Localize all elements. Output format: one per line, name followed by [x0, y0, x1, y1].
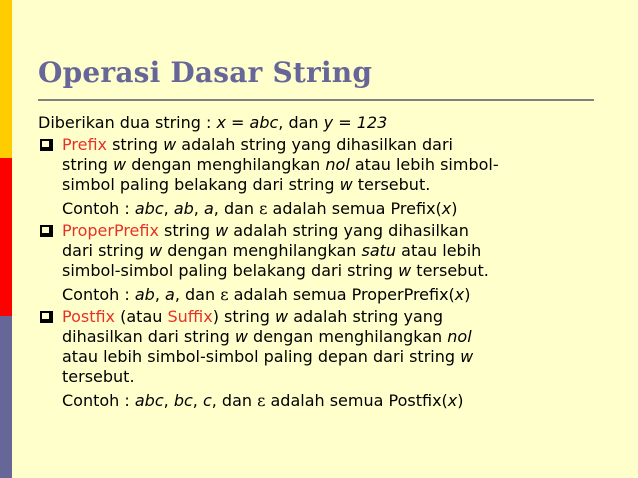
square-bullet-icon	[40, 225, 53, 237]
separator: ,	[192, 391, 203, 410]
var-w: w	[275, 307, 289, 326]
title-underline	[38, 99, 594, 101]
list-item-prefix	[38, 135, 604, 219]
separator: , dan	[174, 285, 221, 304]
properprefix-example	[62, 285, 604, 305]
var-w: w	[339, 175, 353, 194]
square-bullet-icon	[40, 311, 53, 323]
text: adalah semua Postfix(	[265, 391, 448, 410]
text: adalah semua Prefix(	[267, 199, 442, 218]
intro-text: Diberikan dua string :	[38, 113, 217, 132]
emphasis: satu	[361, 241, 397, 260]
var-x: x	[454, 285, 465, 304]
text: adalah semua ProperPrefix(	[228, 285, 455, 304]
text: atau lebih simbol-	[349, 155, 499, 174]
intro-line	[38, 113, 604, 133]
slide-title: Operasi Dasar String	[38, 56, 373, 89]
example-value: c	[202, 391, 212, 410]
text: string	[62, 155, 114, 174]
term-prefix: Prefix	[62, 135, 107, 154]
term-properprefix: ProperPrefix	[62, 221, 159, 240]
text: dengan menghilangkan	[162, 241, 362, 260]
prefix-example	[62, 199, 604, 219]
epsilon-symbol: ε	[259, 199, 268, 218]
example-label: Contoh :	[62, 199, 135, 218]
var-w: w	[215, 221, 229, 240]
text: tersebut.	[411, 261, 489, 280]
postfix-line-3	[62, 347, 604, 367]
prefix-line-1	[62, 135, 604, 155]
example-label: Contoh :	[62, 285, 135, 304]
properprefix-line-2	[62, 241, 604, 261]
example-value: bc	[173, 391, 193, 410]
text: atau lebih simbol-simbol paling depan dari string	[62, 347, 461, 366]
text: adalah string yang	[288, 307, 444, 326]
properprefix-line-1	[62, 221, 604, 241]
text: )	[451, 199, 458, 218]
epsilon-symbol: ε	[220, 285, 229, 304]
text: string	[106, 135, 164, 154]
var-w: w	[113, 155, 127, 174]
separator: ,	[163, 199, 174, 218]
separator: ,	[193, 199, 204, 218]
separator: , dan	[213, 199, 260, 218]
text: (atau	[115, 307, 168, 326]
text: adalah string yang dihasilkan dari	[176, 135, 453, 154]
example-value: ab	[173, 199, 194, 218]
example-value: abc	[134, 391, 164, 410]
text: dihasilkan dari string	[62, 327, 235, 346]
text: dengan menghilangkan	[126, 155, 326, 174]
decor-bar-red	[0, 158, 12, 316]
postfix-example	[62, 391, 604, 411]
intro-text-2: , dan	[278, 113, 324, 132]
var-x: x	[447, 391, 458, 410]
text: adalah string yang dihasilkan	[228, 221, 469, 240]
postfix-line-4	[62, 367, 604, 387]
var-x: x	[441, 199, 452, 218]
separator: , dan	[211, 391, 258, 410]
text: tersebut.	[352, 175, 431, 194]
example-value: abc	[134, 199, 164, 218]
emphasis: nol	[325, 155, 350, 174]
separator: ,	[154, 285, 166, 304]
var-w: w	[234, 327, 248, 346]
separator: ,	[163, 391, 174, 410]
example-value: ab	[134, 285, 155, 304]
example-value: a	[165, 285, 175, 304]
prefix-line-3	[62, 175, 604, 195]
list-item-postfix	[38, 307, 604, 411]
text: simbol-simbol paling belakang dari string	[62, 261, 399, 280]
postfix-line-2	[62, 327, 604, 347]
text: ) string	[212, 307, 276, 326]
decor-bar-purple	[0, 316, 12, 478]
var-w: w	[163, 135, 177, 154]
postfix-line-1	[62, 307, 604, 327]
text: dari string	[62, 241, 150, 260]
text: )	[464, 285, 471, 304]
text: )	[457, 391, 464, 410]
text: tersebut.	[62, 367, 135, 386]
text: string	[158, 221, 216, 240]
intro-y-def: y = 123	[323, 113, 388, 132]
example-label: Contoh :	[62, 391, 135, 410]
var-w: w	[460, 347, 474, 366]
var-w: w	[149, 241, 163, 260]
slide-content	[38, 113, 604, 413]
list-item-properprefix	[38, 221, 604, 305]
text: simbol paling belakang dari string	[62, 175, 340, 194]
square-bullet-icon	[40, 139, 53, 151]
text: dengan menghilangkan	[247, 327, 448, 346]
prefix-line-2	[62, 155, 604, 175]
epsilon-symbol: ε	[257, 391, 266, 410]
emphasis: nol	[447, 327, 472, 346]
example-value: a	[203, 199, 214, 218]
intro-x-def: x = abc	[216, 113, 279, 132]
decor-bar-yellow	[0, 0, 12, 158]
var-w: w	[398, 261, 412, 280]
text: atau lebih	[396, 241, 482, 260]
properprefix-line-3	[62, 261, 604, 281]
term-suffix: Suffix	[167, 307, 213, 326]
term-postfix: Postfix	[62, 307, 116, 326]
